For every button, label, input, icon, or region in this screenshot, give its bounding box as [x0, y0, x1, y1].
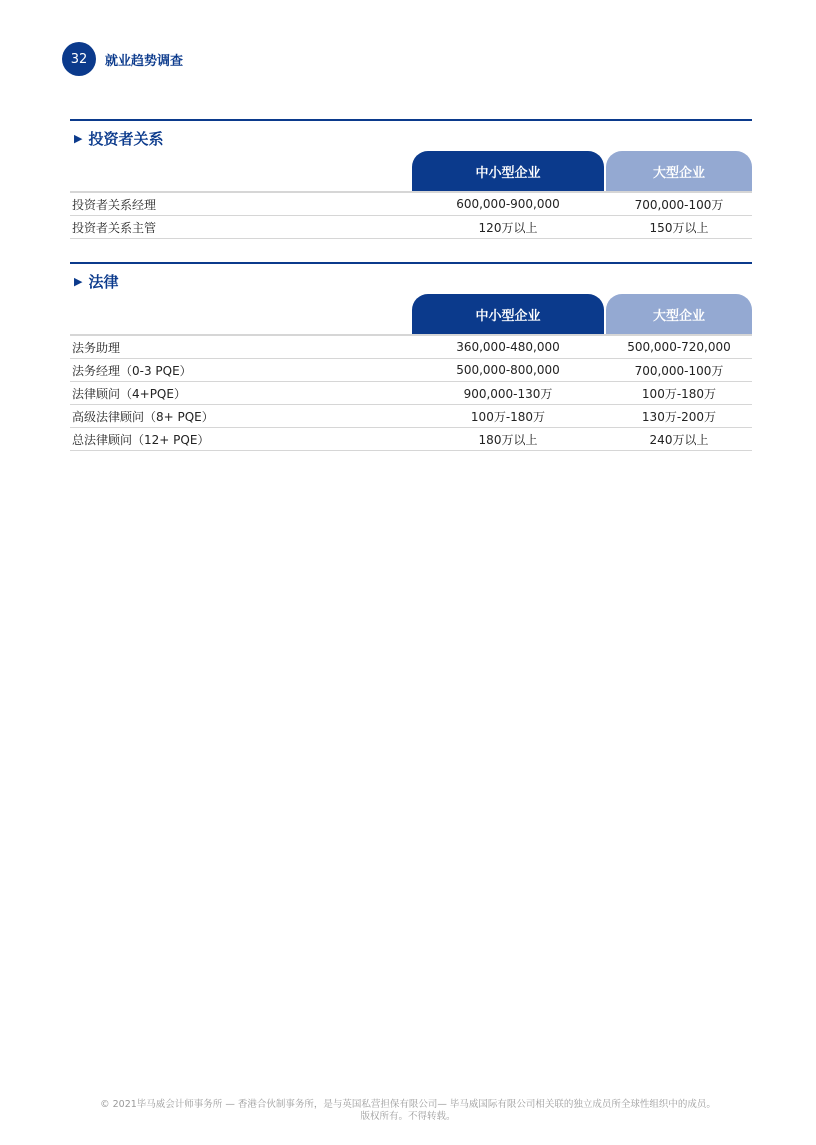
role-label: 高级法律顾问（8+ PQE）	[72, 409, 214, 424]
table-row	[70, 382, 752, 405]
sme-salary: 900,000-130万	[463, 386, 553, 401]
page-number-badge: 32	[62, 42, 96, 76]
large-salary: 130万-200万	[641, 409, 717, 424]
column-headers	[70, 294, 752, 334]
sme-salary: 500,000-800,000	[456, 363, 560, 377]
page-header	[62, 42, 183, 76]
table-row	[70, 359, 752, 382]
section-legal	[70, 262, 752, 451]
table-row	[70, 335, 752, 359]
section-title-row	[70, 119, 752, 150]
large-salary: 100万-180万	[641, 386, 717, 401]
triangle-right-icon: ▶	[74, 131, 83, 145]
sme-salary: 600,000-900,000	[456, 197, 560, 211]
role-label: 法务助理	[72, 340, 121, 355]
large-salary: 700,000-100万	[634, 363, 724, 378]
header-title: 就业趋势调查	[105, 53, 184, 69]
footer-line-1: © 2021毕马威会计师事务所 — 香港合伙制事务所，是与英国私营担保有限公司— 毕马威国际有限公司相关联的独立成员所全球性组织中的成员。	[100, 1099, 716, 1110]
triangle-right-icon: ▶	[74, 274, 83, 288]
section-title: 投资者关系	[88, 129, 164, 148]
table-row	[70, 405, 752, 428]
column-header-large: 大型企业	[606, 151, 752, 191]
section-investor-relations	[70, 119, 752, 239]
column-headers	[70, 151, 752, 191]
column-header-sme: 中小型企业	[412, 151, 604, 191]
table-row	[70, 216, 752, 239]
salary-table	[70, 191, 752, 239]
sme-salary: 120万以上	[478, 220, 538, 235]
sme-salary: 180万以上	[478, 432, 538, 447]
column-header-sme: 中小型企业	[412, 294, 604, 334]
section-title-row	[70, 262, 752, 293]
role-label: 法务经理（0-3 PQE）	[72, 363, 192, 378]
footer-line-2: 版权所有。不得转载。	[360, 1111, 456, 1122]
large-salary: 500,000-720,000	[627, 340, 731, 354]
section-title: 法律	[88, 272, 119, 291]
column-header-large: 大型企业	[606, 294, 752, 334]
role-label: 投资者关系经理	[72, 197, 157, 212]
sme-salary: 360,000-480,000	[456, 340, 560, 354]
large-salary: 150万以上	[649, 220, 709, 235]
large-salary: 700,000-100万	[634, 197, 724, 212]
role-label: 总法律顾问（12+ PQE）	[72, 432, 210, 447]
sme-salary: 100万-180万	[470, 409, 546, 424]
salary-table	[70, 334, 752, 451]
role-label: 法律顾问（4+PQE）	[72, 386, 186, 401]
copyright-footer	[40, 1099, 776, 1123]
table-row	[70, 192, 752, 216]
table-row	[70, 428, 752, 451]
role-label: 投资者关系主管	[72, 220, 157, 235]
large-salary: 240万以上	[649, 432, 709, 447]
